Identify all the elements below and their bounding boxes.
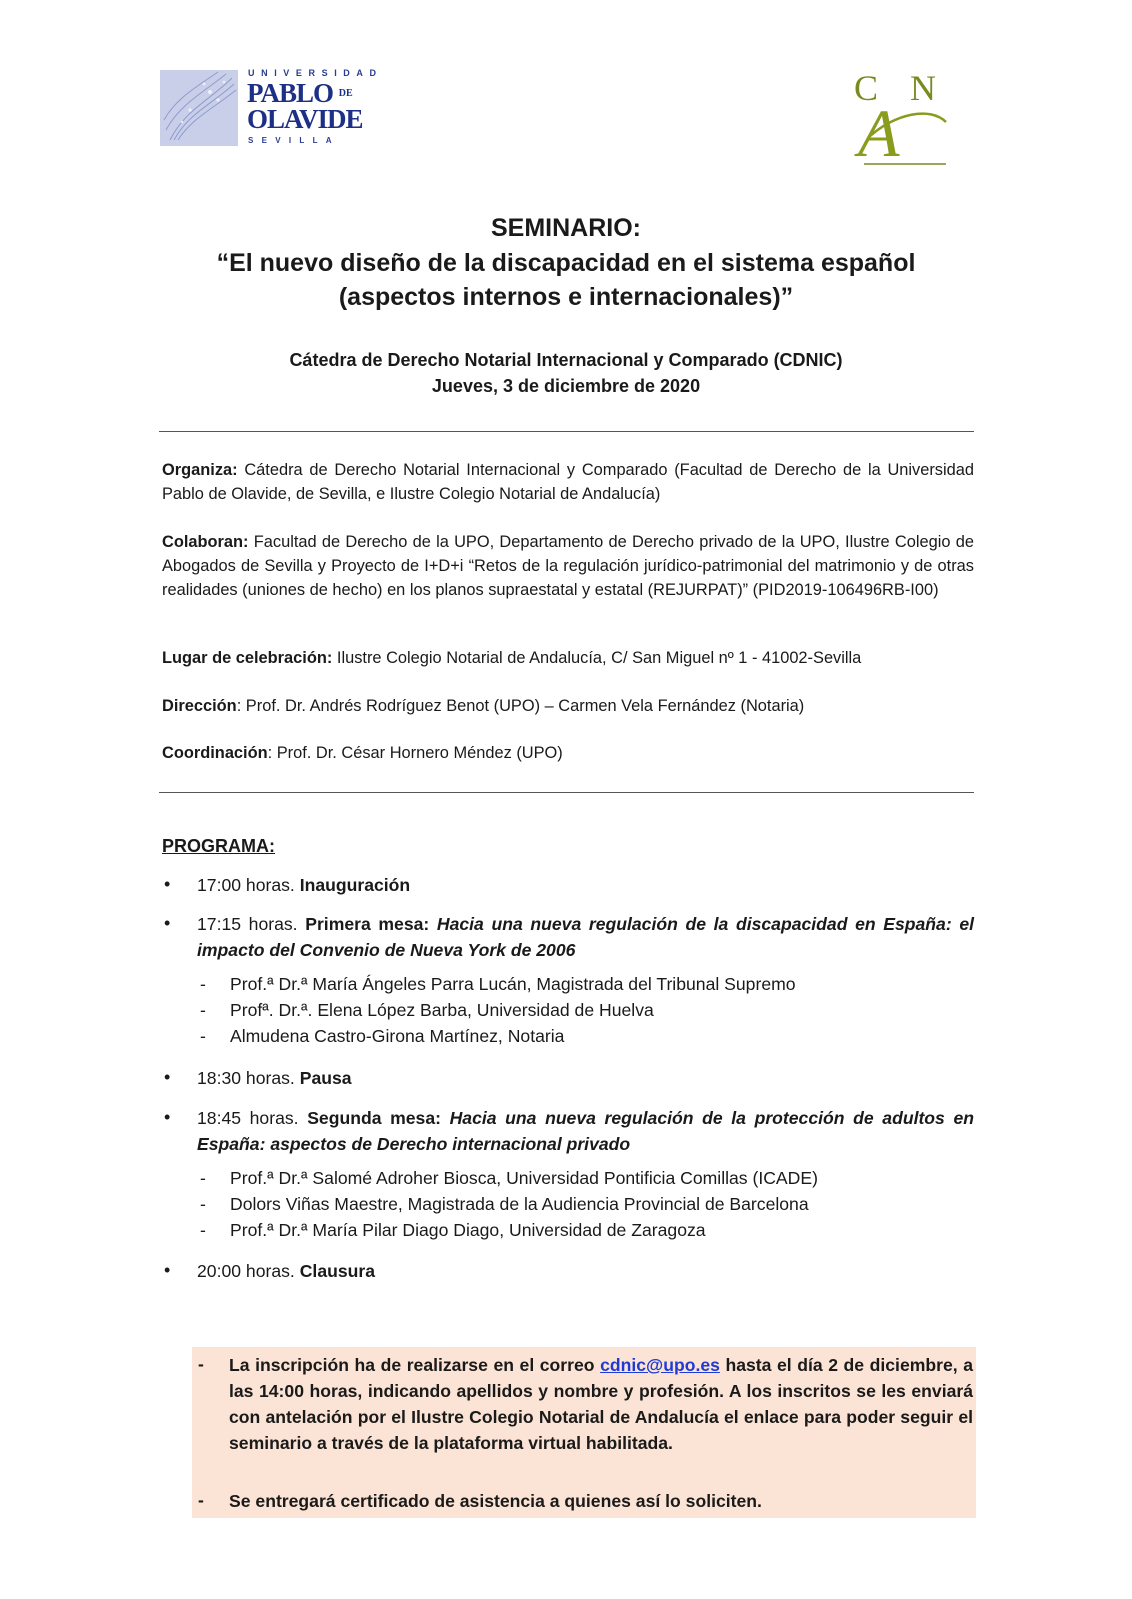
coordinacion-text: : Prof. Dr. César Hornero Méndez (UPO)	[267, 744, 563, 762]
can-logo-n: N	[910, 68, 936, 108]
seminar-label: SEMINARIO:	[491, 214, 641, 242]
program-item-2	[197, 911, 974, 963]
direccion-label: Dirección	[162, 697, 237, 715]
bullet-5: •	[164, 1260, 171, 1280]
dash-4-2: -	[200, 1194, 206, 1214]
lugar-label: Lugar de celebración:	[162, 649, 333, 667]
organiza-label: Organiza:	[162, 461, 238, 479]
bullet-3: •	[164, 1067, 171, 1087]
speaker-4-2: Dolors Viñas Maestre, Magistrada de la Audiencia Provincial de Barcelona	[230, 1194, 809, 1214]
registration-email-link[interactable]: cdnic@upo.es	[600, 1355, 720, 1375]
notice-certificate-text: Se entregará certificado de asistencia a quienes así lo soliciten.	[229, 1491, 762, 1511]
program-item-5-label: Clausura	[299, 1261, 376, 1281]
upo-logo	[160, 68, 383, 148]
colaboran-label: Colaboran:	[162, 533, 249, 551]
lugar-line	[162, 646, 861, 670]
bullet-1: •	[164, 874, 171, 894]
program-item-4-title: Hacia una nueva regulación de la protección de adultos en España: aspectos de Derecho internacional privado	[197, 1108, 974, 1154]
program-item-4-time: 18:45 horas.	[197, 1108, 299, 1128]
bullet-4: •	[164, 1107, 171, 1127]
program-item-5	[197, 1258, 974, 1284]
organiza-paragraph	[162, 458, 974, 506]
upo-bottom-text: SEVILLA	[248, 136, 340, 145]
dash-4-1: -	[200, 1168, 206, 1188]
coordinacion-line	[162, 741, 563, 765]
upo-line2: OLAVIDE	[247, 104, 363, 134]
program-item-2-title: Hacia una nueva regulación de la discapacidad en España: el impacto del Convenio de Nueva York de 2006	[197, 914, 974, 960]
program-item-2-time: 17:15 horas.	[197, 914, 298, 934]
dash-2-1: -	[200, 974, 206, 994]
notice-dash-1: -	[198, 1354, 204, 1374]
dash-2-2: -	[200, 1000, 206, 1020]
colaboran-text: Facultad de Derecho de la UPO, Departamento de Derecho privado de la UPO, Ilustre Colegio de Abogados de Sevilla y Proyecto de I+D+i “Retos de la regulación jurídico-patrimonial del matrimonio y de otras realidades (uniones de hecho) en los planos supraestatal y estatal (REJURPAT)” (PID2019-106496RB-I00)	[162, 533, 974, 599]
can-logo-c: C	[854, 68, 879, 108]
program-item-4	[197, 1105, 974, 1157]
divider-top	[159, 431, 974, 432]
program-item-3	[197, 1065, 974, 1091]
seminar-title-line2: (aspectos internos e internacionales)”	[338, 283, 794, 311]
dash-4-3: -	[200, 1220, 206, 1240]
program-item-1	[197, 872, 974, 898]
dash-2-3: -	[200, 1026, 206, 1046]
notice-registration-text: La inscripción ha de realizarse en el correo cdnic@upo.es hasta el día 2 de diciembre, a las 14:00 horas, indicando apellidos y nombre y profesión. A los inscritos se les enviará con antelación por el Ilustre Colegio Notarial de Andalucía el enlace para poder seguir el seminario a través de la plataforma virtual habilitada.	[229, 1355, 973, 1453]
speaker-4-1: Prof.ª Dr.ª Salomé Adroher Biosca, Universidad Pontificia Comillas (ICADE)	[230, 1168, 818, 1188]
colaboran-paragraph	[162, 530, 974, 602]
upo-line1: PABLO $^{DE}$	[247, 78, 353, 108]
coordinacion-label: Coordinación	[162, 744, 268, 762]
can-logo	[850, 66, 958, 170]
program-item-3-time: 18:30 horas.	[197, 1068, 295, 1088]
direccion-text: : Prof. Dr. Andrés Rodríguez Benot (UPO) – Carmen Vela Fernández (Notaria)	[236, 697, 805, 715]
chair-name: Cátedra de Derecho Notarial Internacional y Comparado (CDNIC)	[289, 350, 843, 370]
program-item-1-label: Inauguración	[299, 875, 411, 895]
program-item-5-time: 20:00 horas.	[197, 1261, 295, 1281]
upo-emblem-icon	[160, 70, 238, 146]
programa-heading: PROGRAMA:	[162, 836, 275, 856]
bullet-2: •	[164, 913, 171, 933]
event-date: Jueves, 3 de diciembre de 2020	[431, 376, 701, 396]
program-item-2-label: Primera mesa:	[305, 914, 430, 934]
speaker-2-1: Prof.ª Dr.ª María Ángeles Parra Lucán, Magistrada del Tribunal Supremo	[230, 974, 796, 994]
speaker-4-3: Prof.ª Dr.ª María Pilar Diago Diago, Universidad de Zaragoza	[230, 1220, 706, 1240]
speaker-2-3: Almudena Castro-Girona Martínez, Notaria	[230, 1026, 565, 1046]
program-item-1-time: 17:00 horas.	[197, 875, 295, 895]
lugar-text: Ilustre Colegio Notarial de Andalucía, C/ San Miguel nº 1 - 41002-Sevilla	[336, 649, 862, 667]
organiza-text: Cátedra de Derecho Notarial Internacional y Comparado (Facultad de Derecho de la Universidad Pablo de Olavide, de Sevilla, e Ilustre Colegio Notarial de Andalucía)	[162, 461, 974, 503]
speaker-2-2: Profª. Dr.ª. Elena López Barba, Universidad de Huelva	[230, 1000, 654, 1020]
notice-dash-2: -	[198, 1490, 204, 1510]
can-logo-a: A	[858, 95, 900, 170]
seminar-title-line1: “El nuevo diseño de la discapacidad en el sistema español	[216, 249, 916, 277]
program-item-3-label: Pausa	[299, 1068, 352, 1088]
direccion-line	[162, 694, 804, 718]
upo-top-text: UNIVERSIDAD	[248, 68, 383, 78]
program-item-4-label: Segunda mesa:	[307, 1108, 441, 1128]
divider-bottom	[159, 792, 974, 793]
